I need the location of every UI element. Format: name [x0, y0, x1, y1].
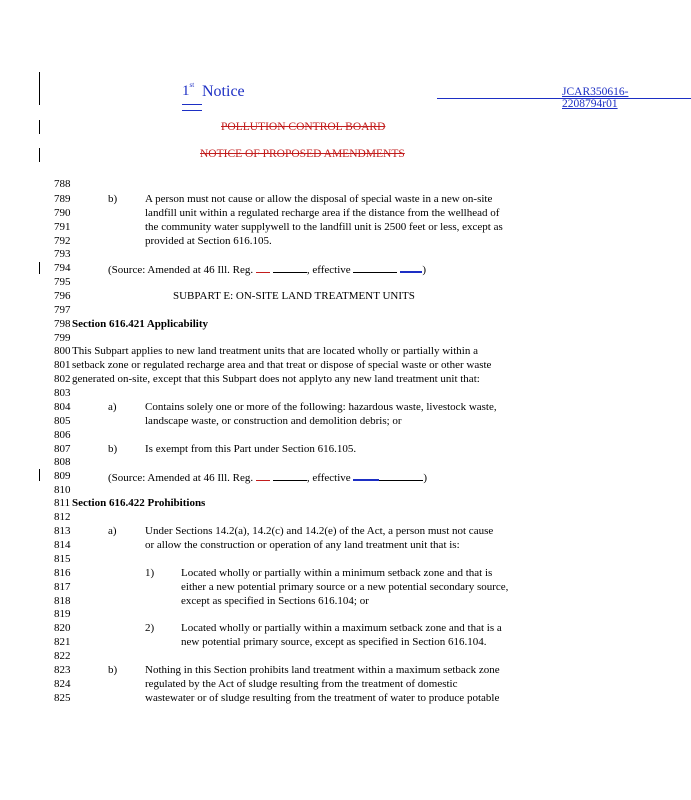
blank-black: [273, 471, 307, 481]
body-line: A person must not cause or allow the disposal of special waste in a new on-site: [145, 193, 493, 205]
blank-black: [353, 263, 397, 273]
line-number: 797: [54, 304, 71, 316]
item-label: b): [108, 193, 118, 205]
body-line: except as specified in Sections 616.104; or: [181, 595, 369, 607]
document-id: JCAR350616-2208794r01: [562, 86, 629, 110]
line-number: 804: [54, 401, 71, 413]
line-number: 821: [54, 636, 71, 648]
item-label: b): [108, 664, 118, 676]
body-line: Located wholly or partially within a maximum setback zone and that is a: [181, 622, 502, 634]
line-number: 816: [54, 567, 71, 579]
line-number: 818: [54, 595, 71, 607]
line-number: 798: [54, 318, 71, 330]
line-number: 794: [54, 262, 71, 274]
blank-blue: [353, 470, 379, 481]
page-header: [182, 81, 629, 110]
revision-bar: [39, 469, 40, 481]
body-line: landscape waste, or construction and demolition debris; or: [145, 415, 402, 427]
deleted-notice-heading: NOTICE OF PROPOSED AMENDMENTS: [200, 148, 405, 160]
body-line: generated on-site, except that this Subpart does not applyto any new land treatment unit that:: [72, 373, 480, 385]
line-number: 824: [54, 678, 71, 690]
revision-bar: [39, 120, 40, 134]
body-line: setback zone or regulated recharge area and that treat or dispose of special waste or other waste: [72, 359, 492, 371]
body-line: the community water supplywell to the landfill unit is 2500 feet or less, except as: [145, 221, 503, 233]
body-line: Located wholly or partially within a minimum setback zone and that is: [181, 567, 493, 579]
body-line: regulated by the Act of sludge resulting from the treatment of domestic: [145, 678, 458, 690]
item-label: 2): [145, 622, 155, 634]
body-line: This Subpart applies to new land treatment units that are located wholly or partially within a: [72, 345, 478, 357]
line-number: 799: [54, 332, 71, 344]
subpart-heading: SUBPART E: ON-SITE LAND TREATMENT UNITS: [173, 290, 415, 302]
source-note-effective: , effective: [306, 264, 351, 276]
body-line: or allow the construction or operation of any land treatment unit that is:: [145, 539, 460, 551]
line-number: 815: [54, 553, 71, 565]
line-number: 808: [54, 456, 71, 468]
line-number: 807: [54, 443, 71, 455]
body-line: Nothing in this Section prohibits land treatment within a maximum setback zone: [145, 664, 500, 676]
line-number: 825: [54, 692, 71, 704]
blank-red: [256, 263, 270, 273]
revision-bar: [39, 72, 40, 105]
source-note: [108, 470, 427, 484]
body-line: wastewater or of sludge resulting from the treatment of water to produce potable: [145, 692, 500, 704]
revision-bar: [39, 148, 40, 162]
blank-blue: [400, 262, 422, 273]
line-number: 814: [54, 539, 71, 551]
item-label: a): [108, 401, 117, 413]
line-number: 811: [54, 497, 71, 509]
line-number: 810: [54, 484, 71, 496]
line-number: 809: [54, 470, 71, 482]
blank-red: [256, 471, 270, 481]
line-number: 789: [54, 193, 71, 205]
body-line: Under Sections 14.2(a), 14.2(c) and 14.2(e) of the Act, a person must not cause: [145, 525, 494, 537]
body-line: Contains solely one or more of the following: hazardous waste, livestock waste,: [145, 401, 497, 413]
line-number: 788: [54, 178, 71, 190]
notice-number: 1st: [182, 81, 195, 99]
blank-black: [273, 263, 307, 273]
line-number: 793: [54, 248, 71, 260]
line-number: 791: [54, 221, 71, 233]
deleted-agency-name: POLLUTION CONTROL BOARD: [221, 121, 386, 133]
line-number: 796: [54, 290, 71, 302]
revision-bar: [39, 262, 40, 274]
line-number: 795: [54, 276, 71, 288]
line-number: 790: [54, 207, 71, 219]
body-line: landfill unit within a regulated recharge area if the distance from the wellhead of: [145, 207, 500, 219]
item-label: a): [108, 525, 117, 537]
line-number: 803: [54, 387, 71, 399]
line-number: 805: [54, 415, 71, 427]
line-number: 792: [54, 235, 71, 247]
notice-title: Notice: [202, 83, 245, 100]
line-number: 800: [54, 345, 71, 357]
double-underline-mark: [182, 104, 202, 111]
line-number: 823: [54, 664, 71, 676]
item-label: 1): [145, 567, 155, 579]
source-note-text: (Source: Amended at 46 Ill. Reg.: [108, 264, 254, 276]
source-note-close: ): [423, 472, 428, 484]
source-note-text: (Source: Amended at 46 Ill. Reg.: [108, 472, 254, 484]
body-line: either a new potential primary source or a new potential secondary source,: [181, 581, 509, 593]
section-heading: Section 616.422 Prohibitions: [72, 497, 206, 509]
body-line: provided at Section 616.105.: [145, 235, 272, 247]
line-number: 813: [54, 525, 71, 537]
source-note: [108, 262, 426, 276]
line-number: 802: [54, 373, 71, 385]
line-number: 812: [54, 511, 71, 523]
line-number: 806: [54, 429, 71, 441]
source-note-close: ): [422, 264, 427, 276]
line-number: 820: [54, 622, 71, 634]
line-number: 817: [54, 581, 71, 593]
line-number: 819: [54, 608, 71, 620]
line-number: 822: [54, 650, 71, 662]
blank-black: [379, 471, 423, 481]
item-label: b): [108, 443, 118, 455]
body-line: new potential primary source, except as specified in Section 616.104.: [181, 636, 487, 648]
line-number: 801: [54, 359, 71, 371]
section-heading: Section 616.421 Applicability: [72, 318, 208, 330]
body-line: Is exempt from this Part under Section 616.105.: [145, 443, 357, 455]
source-note-effective: , effective: [306, 472, 351, 484]
